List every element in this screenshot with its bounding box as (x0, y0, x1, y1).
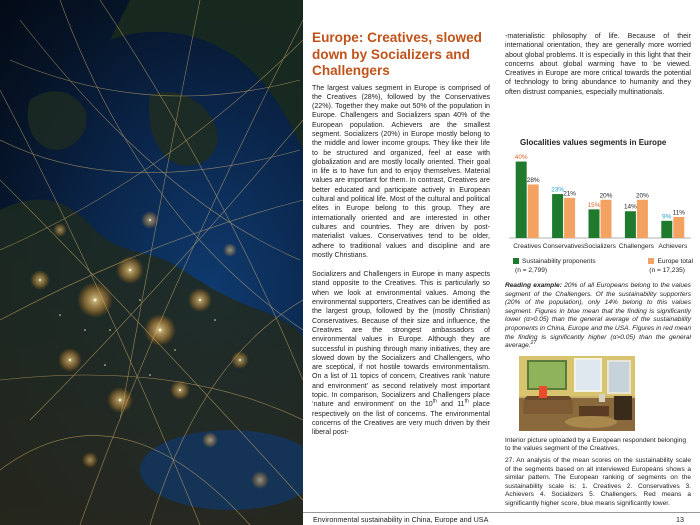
legend-label: Europe total (657, 258, 693, 265)
article-column-left (312, 30, 490, 447)
bar-sustainability (516, 162, 527, 238)
bar-europe-total (528, 184, 539, 238)
bar-data-label: 15% (587, 201, 601, 209)
article-paragraph (312, 270, 490, 437)
reading-example (505, 282, 691, 351)
photo-caption: Interior picture uploaded by a European respondent belonging to the values segment of the Creatives. (505, 437, 687, 453)
category-tick-label: Creatives (513, 243, 542, 250)
bar-data-label: 40% (514, 154, 528, 162)
legend-swatch-green (513, 258, 519, 264)
chart-legend (513, 258, 693, 275)
category-tick-label: Socializers (584, 243, 616, 250)
europe-night-satellite-image (0, 0, 303, 525)
footnote-reference: 27 (530, 339, 537, 346)
footer-divider (303, 512, 700, 513)
article-column-right (505, 32, 691, 107)
footnote: 27. An analysis of the mean scores on the sustainability scale of the segments based on all interviewed Europeans shows a similar pattern. The European ranking of segments on the sustainability scale is: 1. Creatives 2. Conservatives 3. Achievers 4. Socializers 5. Challengers. Red means a significantly higher score, blue means significantly lower. (505, 457, 691, 507)
article-text: place respectively on the list of concerns. The environmental concerns of the Creatives are very much driven by their liberal post- (312, 400, 490, 437)
legend-swatch-orange (648, 258, 654, 264)
article-text: Socializers and Challengers in Europe in many aspects stand opposite to the Creatives. This is particularly so when we look at environmental values. Among the environmental supporters, Creatives can be identified as the largest group, followed by the (mostly Christian) Conservatives. Because of their size and influence, the Creatives are the strongest ambassadors of environmental values in Europe. Although they are successful in pushing through many initiatives, they are slowed down by the Socializers and Challengers, who are sceptical, if not hostile towards environmentalism. On a list of 11 topics of concern, Creatives rank ‘nature and environment’ as second relatively most important topic. In comparison, Socializers and Challengers place ‘nature and environment’ on the (312, 270, 490, 409)
bar-europe-total (601, 200, 612, 238)
bar-data-label: 11% (672, 209, 685, 217)
bar-data-label: 20% (636, 192, 649, 200)
legend-sample-size: (n = 2,799) (515, 266, 548, 274)
category-tick-label: Conservatives (542, 243, 585, 250)
bar-data-label: 23% (551, 186, 564, 194)
chart-title: Glocalities values segments in Europe (520, 138, 667, 147)
rank-number: 11 (457, 400, 465, 409)
bar-sustainability (552, 194, 563, 238)
ordinal-suffix: th (464, 398, 469, 405)
ordinal-suffix: th (432, 398, 437, 405)
bar-data-label: 20% (599, 192, 613, 200)
bar-sustainability (625, 211, 636, 238)
article-paragraph: -materialistic philosophy of life. Because of their international orientation, they are generally more worried about global problems. It is especially in this light that their concerns about global warming have to be viewed. Creatives in Europe are more critical towards the potential of technology to bring abundance to humanity and they often distrust companies, especially multinationals. (505, 32, 691, 96)
bar-data-label: 9% (662, 213, 672, 221)
interior-photo (519, 356, 635, 431)
rank-number: 10 (424, 400, 433, 409)
bar-sustainability (589, 209, 600, 238)
values-segments-bar-chart (505, 148, 695, 260)
bar-europe-total (673, 217, 684, 238)
legend-label: Sustainability proponents (522, 258, 596, 265)
reading-example-lead: Reading example: (505, 282, 562, 289)
bar-europe-total (637, 200, 648, 238)
bar-data-label: 21% (563, 190, 576, 198)
footer-title: Environmental sustainability in China, Europe and USA (313, 515, 489, 524)
category-tick-label: Challengers (618, 243, 654, 250)
legend-sample-size: (n = 17,235) (649, 266, 685, 274)
category-tick-label: Achievers (658, 243, 688, 250)
bar-europe-total (564, 198, 575, 238)
article-text: and (441, 400, 453, 409)
bar-data-label: 28% (526, 176, 540, 184)
bar-sustainability (661, 221, 672, 238)
reading-example-text: 20% of all Europeans belong to the values segment of the Challengers. Of the sustainability supporters (20% of the population), only 14% belong to this values segment. Figures in blue mean that the finding is significantly lower (α>0.05) than the general average of the sustainability proponents in China, Europe and the USA. Figures in red mean the finding is significantly higher (α>0.05) than the general average. (505, 282, 691, 350)
article-title: Europe: Creatives, slowed down by Socializers and Challengers (312, 30, 482, 78)
legend-item-sustainability (513, 258, 596, 267)
article-paragraph: The largest values segment in Europe is comprised of the Creatives (28%), followed by the Conservatives (22%). Together they make out 50% of the population in Europe. Challengers and Socializers span 40% of the European population. Achievers are the smallest segment. Socializers (20%) in Europe mostly belong to the middle and lower income groups. They like their life to be structured and organized, feel at ease with globalization and are mostly locally oriented. Their goal in life is to have fun and to enjoy themselves. Material values are important for them. In contrast, Creatives are better educated and participate actively in European cultural and political life. Most of the cultural and political elites in Europe belong to this group. They are internationally oriented and are interested in other cultures and countries. They are driven by post-materialist values. Conservatives tend to be older, adhere to traditional values and discipline and are mostly Christians. (312, 83, 490, 259)
legend-item-europe-total (648, 258, 693, 267)
bar-data-label: 14% (624, 203, 637, 211)
page-number: 13 (676, 515, 684, 524)
